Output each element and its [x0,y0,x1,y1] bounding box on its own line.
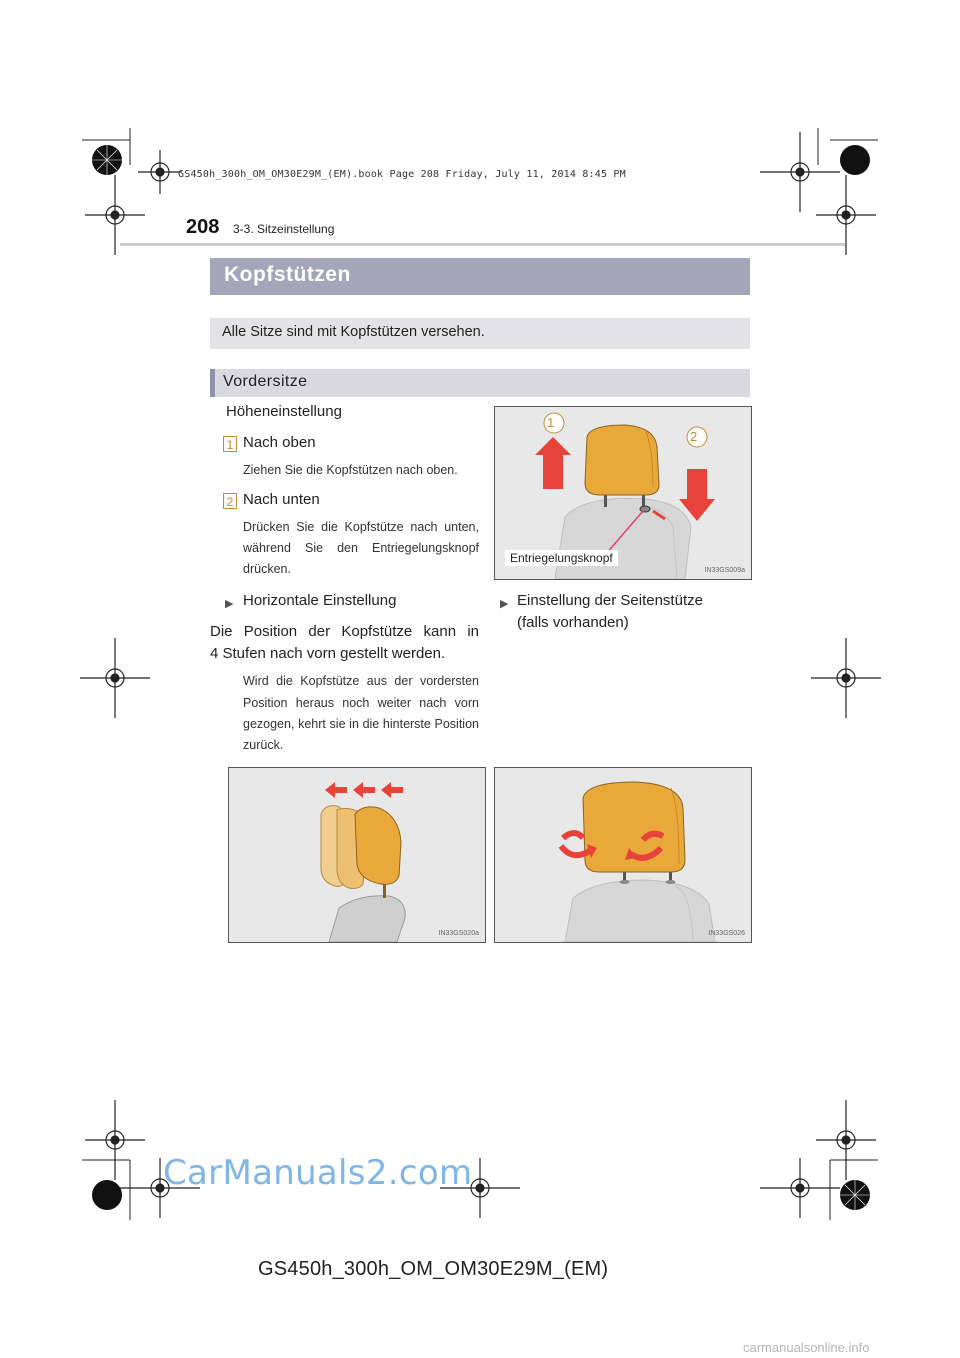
subheading: Vordersitze [223,373,308,390]
figure1-callout-1: 1 [547,415,555,430]
page-number: 208 [186,216,220,238]
figure-side-support [494,767,752,943]
figure-horizontal-adjust [228,767,486,943]
figure1-release-button-label: Entriegelungsknopf [505,550,618,566]
figure-side-support-illustration [495,768,751,942]
horizontal-note-line-3: gezogen, kehrt sie in die hinterste Position [243,717,479,731]
horizontal-body-line-2: 4 Stufen nach vorn gestellt werden. [210,645,446,662]
subheading-bar [210,369,750,397]
title-bar [210,258,750,295]
intro-box [210,318,750,349]
step-2-note-line-1: Drücken Sie die Kopfstütze nach unten, [243,520,479,534]
horizontal-note-line-4: zurück. [243,738,284,752]
book-file-header: GS450h_300h_OM_OM30E29M_(EM).book Page 208 Friday, July 11, 2014 8:45 PM [178,169,626,180]
horizontal-note-line-2: Position heraus noch weiter nach vorn [243,696,479,710]
horizontal-bullet-icon: ▶ [225,598,234,610]
watermark-logo: CarManuals2.com [163,1153,473,1193]
intro-text: Alle Sitze sind mit Kopfstützen versehen. [222,324,485,340]
step-1-number: 1 [223,436,237,452]
section-reference: 3-3. Sitzeinstellung [233,222,335,236]
header-rule [120,243,845,246]
side-support-heading-line-2: (falls vorhanden) [517,614,629,631]
page-title: Kopfstützen [224,263,351,286]
subheading-accent [210,369,215,397]
step-2-label: Nach unten [243,491,320,508]
figure2-code: IN33GS020a [438,930,479,937]
figure-height-adjust [494,406,752,580]
step-1-label: Nach oben [243,434,316,451]
figure-horizontal-adjust-illustration [229,768,485,942]
step-2-note-line-3: drücken. [243,562,291,576]
horizontal-body-line-1: Die Position der Kopfstütze kann in [210,623,479,640]
step-1-note: Ziehen Sie die Kopfstützen nach oben. [243,463,458,477]
step-2-number: 2 [223,493,237,509]
horizontal-heading: Horizontale Einstellung [243,592,397,609]
figure1-callout-2: 2 [690,429,698,444]
figure1-code: IN33GS009a [704,567,745,574]
horizontal-note-line-1: Wird die Kopfstütze aus der vordersten [243,674,479,688]
height-adjust-heading: Höheneinstellung [226,403,342,420]
side-support-heading-line-1: Einstellung der Seitenstütze [517,592,703,609]
step-2-note-line-2: während Sie den Entriegelungsknopf [243,541,479,555]
figure3-code: IN33GS026 [708,930,745,937]
side-support-bullet-icon: ▶ [500,598,509,610]
watermark-url: carmanualsonline.info [743,1340,870,1355]
footer-code: GS450h_300h_OM_OM30E29M_(EM) [258,1258,609,1280]
